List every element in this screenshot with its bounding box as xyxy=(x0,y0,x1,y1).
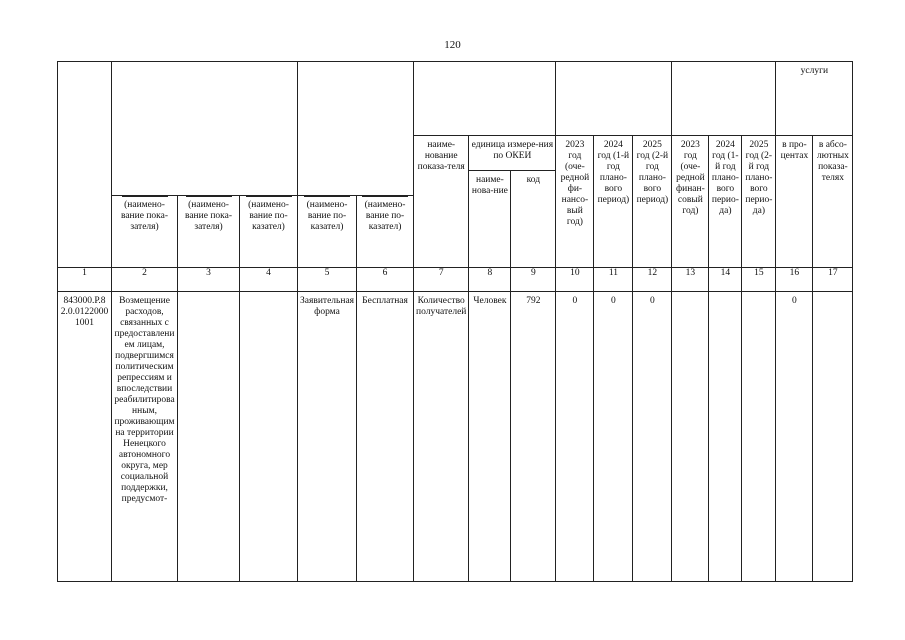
content-indicator-1: (наимено-вание пока-зателя) xyxy=(112,196,178,268)
header-indicator-cell xyxy=(414,62,556,136)
header-unit-code: код xyxy=(511,171,556,268)
header-average-price-cell xyxy=(672,62,776,136)
header-indicator-name: наиме-нование показа-теля xyxy=(414,136,469,268)
header-services-label: услуги xyxy=(800,66,829,76)
column-number: 3 xyxy=(178,268,240,292)
content-indicator-3-value xyxy=(240,292,298,582)
service-volume-table xyxy=(57,61,853,582)
deviation-absolute-cell xyxy=(813,292,853,582)
header-year-2024-a: 2024 год (1-й год плано-вого период) xyxy=(594,136,633,268)
column-number: 8 xyxy=(469,268,511,292)
value-2023-cell: 0 xyxy=(556,292,594,582)
column-number: 10 xyxy=(556,268,594,292)
header-unit-okei: единица измере-ния по ОКЕИ xyxy=(469,136,556,171)
price-2023-cell xyxy=(672,292,709,582)
column-number: 7 xyxy=(414,268,469,292)
header-year-2023-b: 2023 год (оче-редной финан-совый год) xyxy=(672,136,709,268)
table-row xyxy=(58,292,853,582)
value-2024-cell: 0 xyxy=(594,292,633,582)
condition-indicator-2: (наимено-вание по-казател) xyxy=(357,196,414,268)
header-service-content-cell xyxy=(112,62,298,196)
column-number: 2 xyxy=(112,268,178,292)
price-2025-cell xyxy=(742,292,776,582)
value-2025-cell: 0 xyxy=(633,292,672,582)
header-year-2023-a: 2023 год (оче-редной фи-нансо-вый год) xyxy=(556,136,594,268)
column-number: 15 xyxy=(742,268,776,292)
registry-number-cell: 843000.Р.82.0.01220001001 xyxy=(58,292,112,582)
column-number: 13 xyxy=(672,268,709,292)
column-number: 9 xyxy=(511,268,556,292)
column-number: 17 xyxy=(813,268,853,292)
header-year-2025-b: 2025 год (2-й год плано-вого перио-да) xyxy=(742,136,776,268)
column-number: 12 xyxy=(633,268,672,292)
column-number: 5 xyxy=(298,268,357,292)
condition-2-cell: Бесплатная xyxy=(357,292,414,582)
column-number: 16 xyxy=(776,268,813,292)
column-number: 6 xyxy=(357,268,414,292)
header-in-percent: в про-центах xyxy=(776,136,813,268)
column-number: 4 xyxy=(240,268,298,292)
unit-code-cell: 792 xyxy=(511,292,556,582)
condition-1-cell: Заявительная форма xyxy=(298,292,357,582)
unit-name-cell: Человек xyxy=(469,292,511,582)
page-number: 120 xyxy=(444,39,461,51)
content-indicator-3: (наимено-вание по-казател) xyxy=(240,196,298,268)
condition-indicator-1: (наимено-вание по-казател) xyxy=(298,196,357,268)
header-unit-name: наиме-нова-ние xyxy=(469,171,511,268)
deviation-percent-cell: 0 xyxy=(776,292,813,582)
column-number: 11 xyxy=(594,268,633,292)
header-service-condition-cell xyxy=(298,62,414,196)
header-year-2024-b: 2024 год (1-й год плано-вого перио-да) xyxy=(709,136,742,268)
header-volume-value-cell xyxy=(556,62,672,136)
content-indicator-2: (наимено-вание пока-зателя) xyxy=(178,196,240,268)
header-in-absolute: в абсо-лютных показа-телях xyxy=(813,136,853,268)
header-deviation-cell xyxy=(776,62,853,136)
header-year-2025-a: 2025 год (2-й год плано-вого период) xyxy=(633,136,672,268)
indicator-name-cell: Количество получателей xyxy=(414,292,469,582)
price-2024-cell xyxy=(709,292,742,582)
service-content-cell: Возмещение расходов, связанных с предоставлением лицам, подвергшимся политическим репрессиям и впоследствии реабилитированным, проживающим на территории Ненецкого автономного округа, мер социальной поддержки, предусмот- xyxy=(112,292,178,582)
header-registry-cell xyxy=(58,62,112,268)
content-indicator-2-value xyxy=(178,292,240,582)
column-number: 14 xyxy=(709,268,742,292)
column-number: 1 xyxy=(58,268,112,292)
